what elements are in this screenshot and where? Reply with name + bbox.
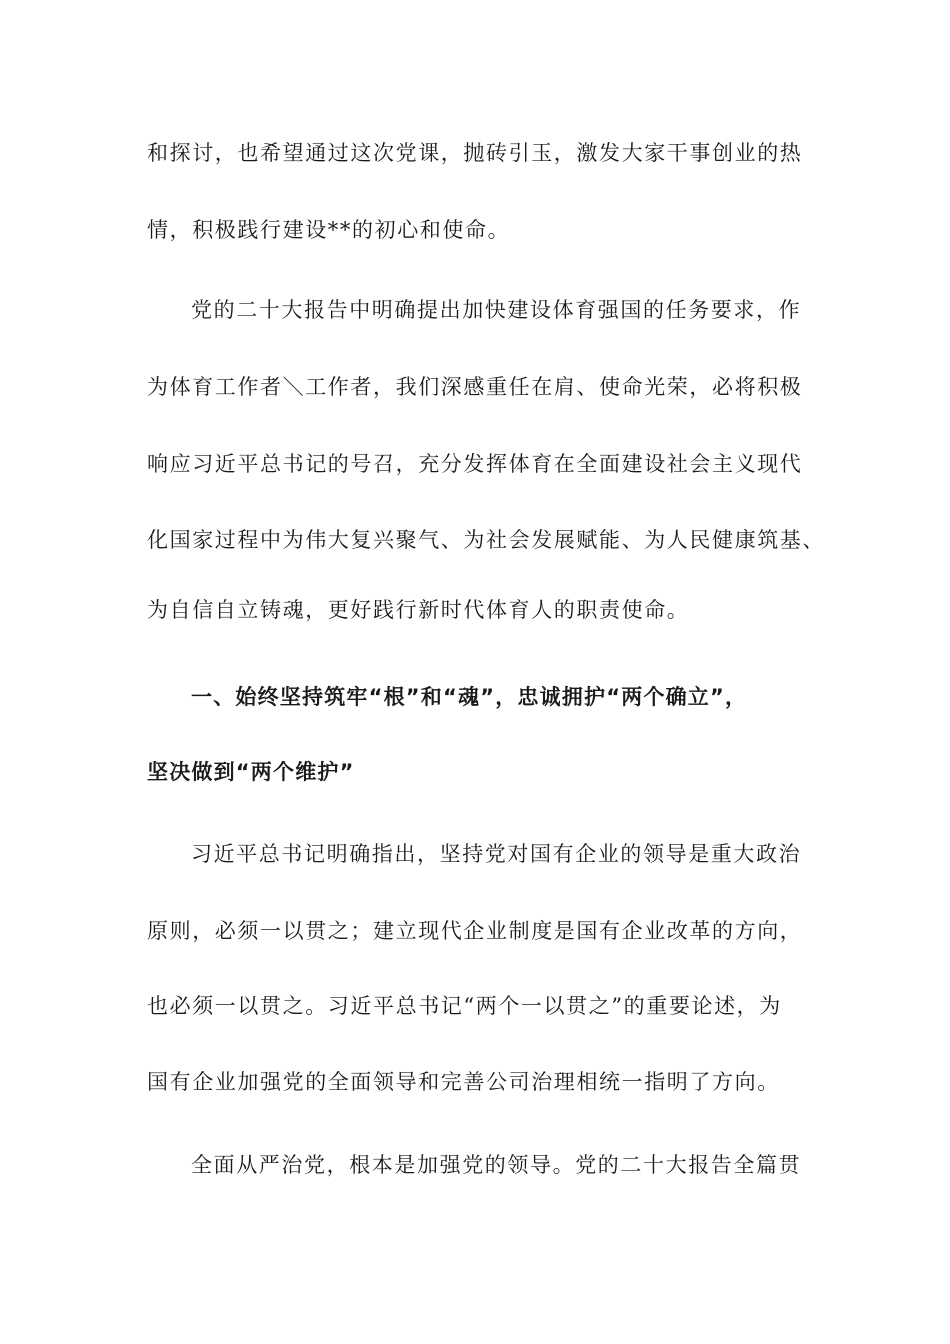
- paragraph-line: 国有企业加强党的全面领导和完善公司治理相统一指明了方向。: [147, 1070, 780, 1094]
- paragraph-line: 和探讨，也希望通过这次党课，抛砖引玉，激发大家干事创业的热: [147, 141, 803, 165]
- paragraph-line: 习近平总书记明确指出，坚持党对国有企业的领导是重大政治: [191, 842, 802, 866]
- paragraph-line: 全面从严治党，根本是加强党的领导。党的二十大报告全篇贯: [191, 1153, 802, 1177]
- paragraph-line: 情，积极践行建设**的初心和使命。: [147, 218, 511, 242]
- paragraph-line: 党的二十大报告中明确提出加快建设体育强国的任务要求，作: [191, 298, 802, 322]
- paragraph-line: 原则，必须一以贯之；建立现代企业制度是国有企业改革的方向，: [147, 919, 803, 943]
- section-heading: 一、始终坚持筑牢“根”和“魂”，忠诚拥护“两个确立”，: [191, 685, 748, 709]
- section-heading: 坚决做到“两个维护”: [147, 760, 355, 784]
- paragraph-line: 也必须一以贯之。习近平总书记“两个一以贯之”的重要论述，为: [147, 994, 782, 1018]
- paragraph-line: 化国家过程中为伟大复兴聚气、为社会发展赋能、为人民健康筑基、: [147, 528, 825, 552]
- paragraph-line: 为体育工作者＼工作者，我们深感重任在肩、使命光荣，必将积极: [147, 375, 803, 399]
- paragraph-line: 为自信自立铸魂，更好践行新时代体育人的职责使命。: [147, 598, 690, 622]
- paragraph-line: 响应习近平总书记的号召，充分发挥体育在全面建设社会主义现代: [147, 452, 803, 476]
